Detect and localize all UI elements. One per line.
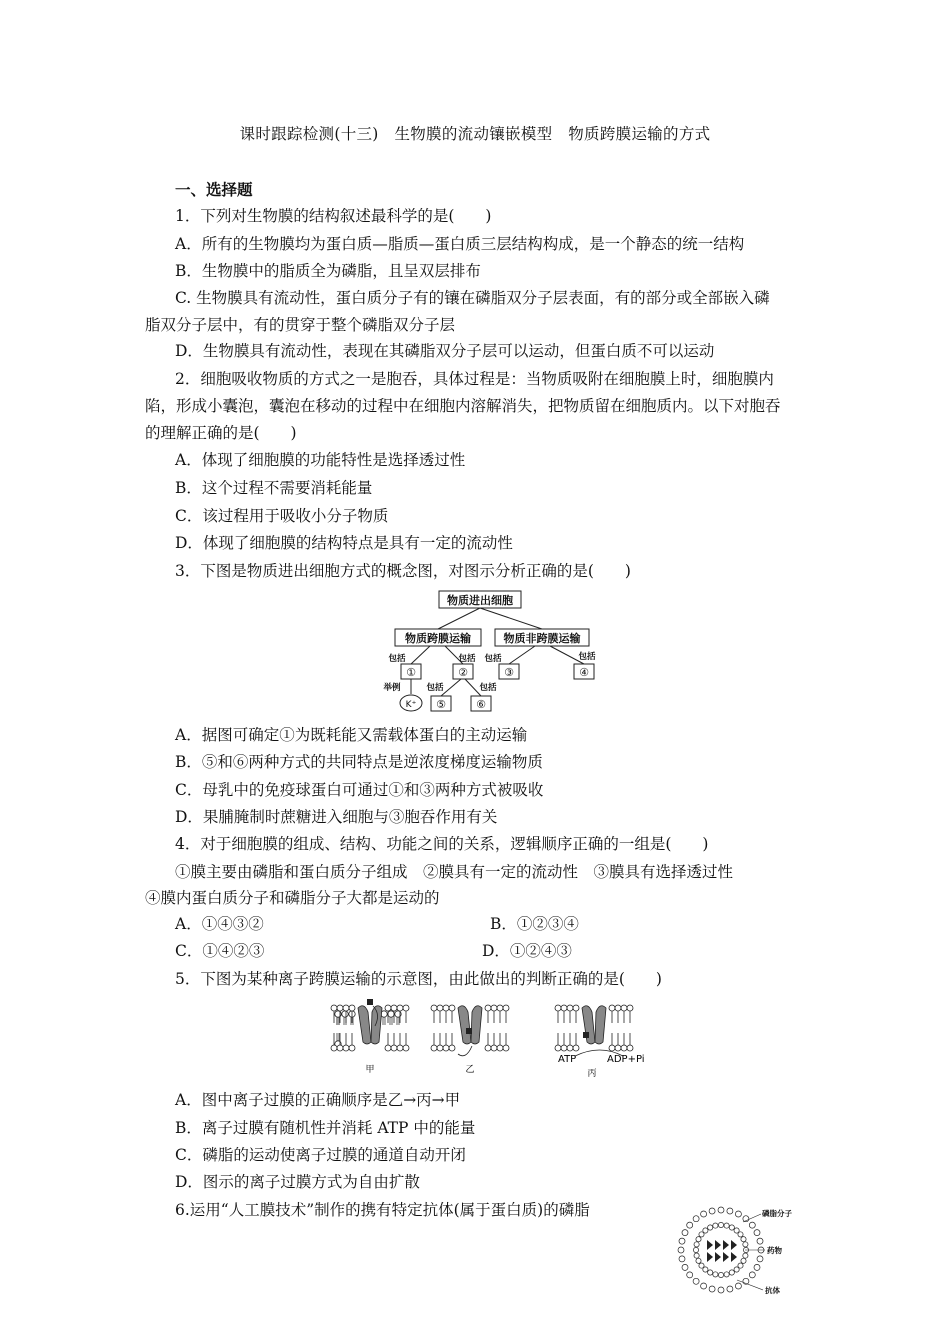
lipid-head: [567, 1005, 573, 1011]
lipid-head: [343, 1045, 349, 1051]
liposome-outer-head: [679, 1256, 685, 1262]
lipid-head: [349, 1045, 355, 1051]
liposome-outer-head: [687, 1272, 693, 1278]
liposome-outer-head: [709, 1286, 715, 1292]
lipid-head: [609, 1005, 615, 1011]
concept-map-diagram: [375, 588, 610, 714]
concept-node-4: ④: [579, 666, 589, 679]
q3-stem: 3．下图是物质进出细胞方式的概念图，对图示分析正确的是( ): [175, 562, 631, 580]
q5-option-c: C．磷脂的运动使离子过膜的通道自动开闭: [175, 1146, 466, 1164]
lipid-head: [431, 1005, 437, 1011]
liposome-outer-head: [718, 1207, 724, 1213]
q4-items: ①膜主要由磷脂和蛋白质分子组成 ②膜具有一定的流动性 ③膜具有选择透过性: [175, 863, 734, 881]
q1-option-a: A．所有的生物膜均为蛋白质—脂质—蛋白质三层结构构成，是一个静态的统一结构: [175, 235, 745, 253]
lipid-head: [573, 1005, 579, 1011]
liposome-inner-head: [696, 1258, 701, 1263]
q2-option-b: B．这个过程不需要消耗能量: [175, 479, 373, 497]
q6-stem: 6.运用“人工膜技术”制作的携有特定抗体(属于蛋白质)的磷脂: [175, 1201, 590, 1219]
lipid-head: [449, 1045, 455, 1051]
liposome-outer-head: [682, 1264, 688, 1270]
lipid-head: [349, 1005, 355, 1011]
liposome-outer-head: [757, 1256, 763, 1262]
lipid-head: [555, 1045, 561, 1051]
liposome-inner-head: [713, 1272, 718, 1277]
liposome-outer-head: [749, 1272, 755, 1278]
concept-node-5: ⑤: [436, 698, 446, 711]
q1-option-b: B．生物膜中的脂质全为磷脂，且呈双层排布: [175, 262, 481, 280]
lipid-head: [403, 1005, 409, 1011]
lipid-head: [497, 1005, 503, 1011]
liposome-outer-head: [682, 1230, 688, 1236]
fig-label-adp: ADP+Pi: [607, 1054, 645, 1065]
liposome-outer-head: [701, 1283, 707, 1289]
lipid-head: [615, 1045, 621, 1051]
membrane-yi: [458, 1006, 482, 1075]
liposome-outer-head: [693, 1278, 699, 1284]
lipid-head: [491, 1045, 497, 1051]
liposome-outer-head: [679, 1238, 685, 1244]
liposome-inner-head: [713, 1223, 718, 1228]
liposome-inner-head: [738, 1232, 743, 1237]
liposome-outer-head: [749, 1222, 755, 1228]
liposome-inner-head: [718, 1272, 723, 1277]
q4-option-a: A．①④③②: [175, 915, 264, 933]
lipid-head: [491, 1005, 497, 1011]
liposome-inner-head: [741, 1237, 746, 1242]
q4-option-b: B．①②③④: [490, 915, 579, 933]
q1-stem: 1．下列对生物膜的结构叙述最科学的是( ): [175, 207, 492, 225]
fig-label-bing: 丙: [587, 1069, 597, 1079]
liposome-outer-head: [754, 1264, 760, 1270]
q1-option-d: D．生物膜具有流动性，表现在其磷脂双分子层可以运动，但蛋白质不可以运动: [175, 342, 715, 360]
lipid-head: [497, 1045, 503, 1051]
liposome-outer-head: [727, 1286, 733, 1292]
concept-node-2: ②: [458, 666, 468, 679]
q2-option-c: C．该过程用于吸收小分子物质: [175, 507, 389, 525]
lipid-head: [503, 1005, 509, 1011]
liposome-outer-head: [678, 1247, 684, 1253]
liposome-inner-head: [724, 1223, 729, 1228]
lipid-head: [437, 1045, 443, 1051]
liposome-outer-head: [718, 1287, 724, 1293]
concept-right-label: 物质非跨膜运输: [503, 632, 581, 645]
liposome-inner-head: [741, 1258, 746, 1263]
liposome-outer-head: [754, 1230, 760, 1236]
lipid-head: [561, 1045, 567, 1051]
liposome-outer-head: [709, 1208, 715, 1214]
liposome-outer-head: [687, 1222, 693, 1228]
lipid-head: [343, 1005, 349, 1011]
lipid-head: [561, 1005, 567, 1011]
concept-include-label-5: 包括: [426, 683, 444, 693]
concept-node-6: ⑥: [476, 698, 486, 711]
lipid-head: [555, 1005, 561, 1011]
liposome-inner-head: [718, 1222, 723, 1227]
liposome-inner-head: [708, 1270, 713, 1275]
q5-option-a: A．图中离子过膜的正确顺序是乙→丙→甲: [175, 1091, 461, 1109]
liposome-outer-head: [735, 1211, 741, 1217]
liposome-inner-head: [693, 1247, 698, 1252]
q2-option-a: A．体现了细胞膜的功能特性是选择透过性: [175, 451, 466, 469]
lipid-head: [627, 1005, 633, 1011]
lipid-head: [437, 1005, 443, 1011]
lipid-head: [391, 1045, 397, 1051]
q4-items-cont: ④膜内蛋白质分子和磷脂分子大都是运动的: [145, 889, 440, 907]
liposome-inner-head: [729, 1270, 734, 1275]
liposome-inner-head: [694, 1242, 699, 1247]
q3-option-b: B．⑤和⑥两种方式的共同特点是逆浓度梯度运输物质: [175, 753, 543, 771]
lipid-head: [567, 1045, 573, 1051]
concept-example-label: 举例: [383, 683, 401, 693]
q2-stem-cont: 陷，形成小囊泡，囊泡在移动的过程中在细胞内溶解消失，把物质留在细胞质内。以下对胞吞: [145, 397, 781, 415]
liposome-inner-head: [703, 1228, 708, 1233]
fig-label-yi: 乙: [465, 1065, 475, 1075]
liposome-label-lipid: 磷脂分子: [762, 1209, 792, 1218]
q4-option-c: C．①④②③: [175, 942, 265, 960]
liposome-inner-head: [696, 1237, 701, 1242]
lipid-head: [397, 1045, 403, 1051]
liposome-inner-head: [743, 1253, 748, 1258]
ion-transport-figure: [330, 996, 670, 1080]
q4-option-d: D．①②④③: [482, 942, 572, 960]
q1-option-c: C. 生物膜具有流动性，蛋白质分子有的镶在磷脂双分子层表面，有的部分或全部嵌入磷: [175, 289, 770, 307]
fig-label-jia: 甲: [365, 1065, 375, 1075]
q5-option-d: D．图示的离子过膜方式为自由扩散: [175, 1173, 420, 1191]
concept-left-label: 物质跨膜运输: [405, 632, 471, 645]
lipid-head: [573, 1045, 579, 1051]
lipid-head: [331, 1045, 337, 1051]
lipid-head: [385, 1005, 391, 1011]
liposome-inner-head: [724, 1272, 729, 1277]
q2-stem-cont2: 的理解正确的是( ): [145, 424, 297, 442]
lipid-head: [337, 1045, 343, 1051]
lipid-head: [485, 1005, 491, 1011]
q5-stem: 5．下图为某种离子跨膜运输的示意图，由此做出的判断正确的是( ): [175, 970, 662, 988]
concept-node-3: ③: [504, 666, 514, 679]
liposome-inner-head: [699, 1263, 704, 1268]
lipid-head: [609, 1045, 615, 1051]
lipid-head: [331, 1005, 337, 1011]
concept-k-ion: K⁺: [405, 700, 417, 710]
lipid-head: [337, 1005, 343, 1011]
lipid-head: [443, 1045, 449, 1051]
concept-node-1: ①: [406, 666, 416, 679]
liposome-inner-head: [743, 1242, 748, 1247]
liposome-inner-head: [694, 1253, 699, 1258]
liposome-inner-head: [734, 1267, 739, 1272]
lipid-head: [385, 1045, 391, 1051]
concept-include-label-6: 包括: [479, 683, 497, 693]
liposome-outer-head: [735, 1283, 741, 1289]
q2-stem: 2．细胞吸收物质的方式之一是胞吞，具体过程是：当物质吸附在细胞膜上时，细胞膜内: [175, 370, 774, 388]
fig-label-atp: ATP: [558, 1054, 577, 1065]
lipid-head: [485, 1045, 491, 1051]
concept-include-label-1: 包括: [388, 654, 406, 664]
liposome-inner-head: [708, 1225, 713, 1230]
lipid-head: [403, 1045, 409, 1051]
concept-include-label-3: 包括: [484, 654, 502, 664]
q4-stem: 4．对于细胞膜的组成、结构、功能之间的关系，逻辑顺序正确的一组是( ): [175, 835, 709, 853]
membrane-bing: [558, 1006, 645, 1079]
q3-option-a: A．据图可确定①为既耗能又需载体蛋白的主动运输: [175, 726, 528, 744]
q5-option-b: B．离子过膜有随机性并消耗 ATP 中的能量: [175, 1119, 476, 1137]
lipid-head: [503, 1045, 509, 1051]
lipid-head: [621, 1045, 627, 1051]
lipid-head: [615, 1005, 621, 1011]
lipid-head: [443, 1005, 449, 1011]
q3-option-c: C．母乳中的免疫球蛋白可通过①和③两种方式被吸收: [175, 781, 544, 799]
lipid-head: [431, 1045, 437, 1051]
liposome-figure: [675, 1200, 805, 1300]
concept-include-label-2: 包括: [458, 654, 476, 664]
liposome-outer-head: [701, 1211, 707, 1217]
liposome-inner-head: [729, 1225, 734, 1230]
liposome-outer-head: [693, 1216, 699, 1222]
lipid-head: [397, 1005, 403, 1011]
liposome-outer-head: [727, 1208, 733, 1214]
q2-option-d: D．体现了细胞膜的结构特点是具有一定的流动性: [175, 534, 513, 552]
concept-root-label: 物质进出细胞: [447, 594, 513, 607]
liposome-outer-head: [757, 1238, 763, 1244]
page-title: 课时跟踪检测(十三) 生物膜的流动镶嵌模型 物质跨膜运输的方式: [239, 125, 711, 143]
liposome-label-antibody: 抗体: [765, 1286, 780, 1295]
lipid-head: [449, 1005, 455, 1011]
concept-include-label-4: 包括: [578, 652, 596, 662]
lipid-head: [621, 1005, 627, 1011]
lipid-head: [627, 1045, 633, 1051]
section-heading: 一、选择题: [175, 180, 253, 199]
liposome-label-drug: 药物: [767, 1246, 782, 1255]
lipid-head: [391, 1005, 397, 1011]
q3-option-d: D．果脯腌制时蔗糖进入细胞与③胞吞作用有关: [175, 808, 498, 826]
q1-option-c-cont: 脂双分子层中，有的贯穿于整个磷脂双分子层: [145, 316, 456, 334]
